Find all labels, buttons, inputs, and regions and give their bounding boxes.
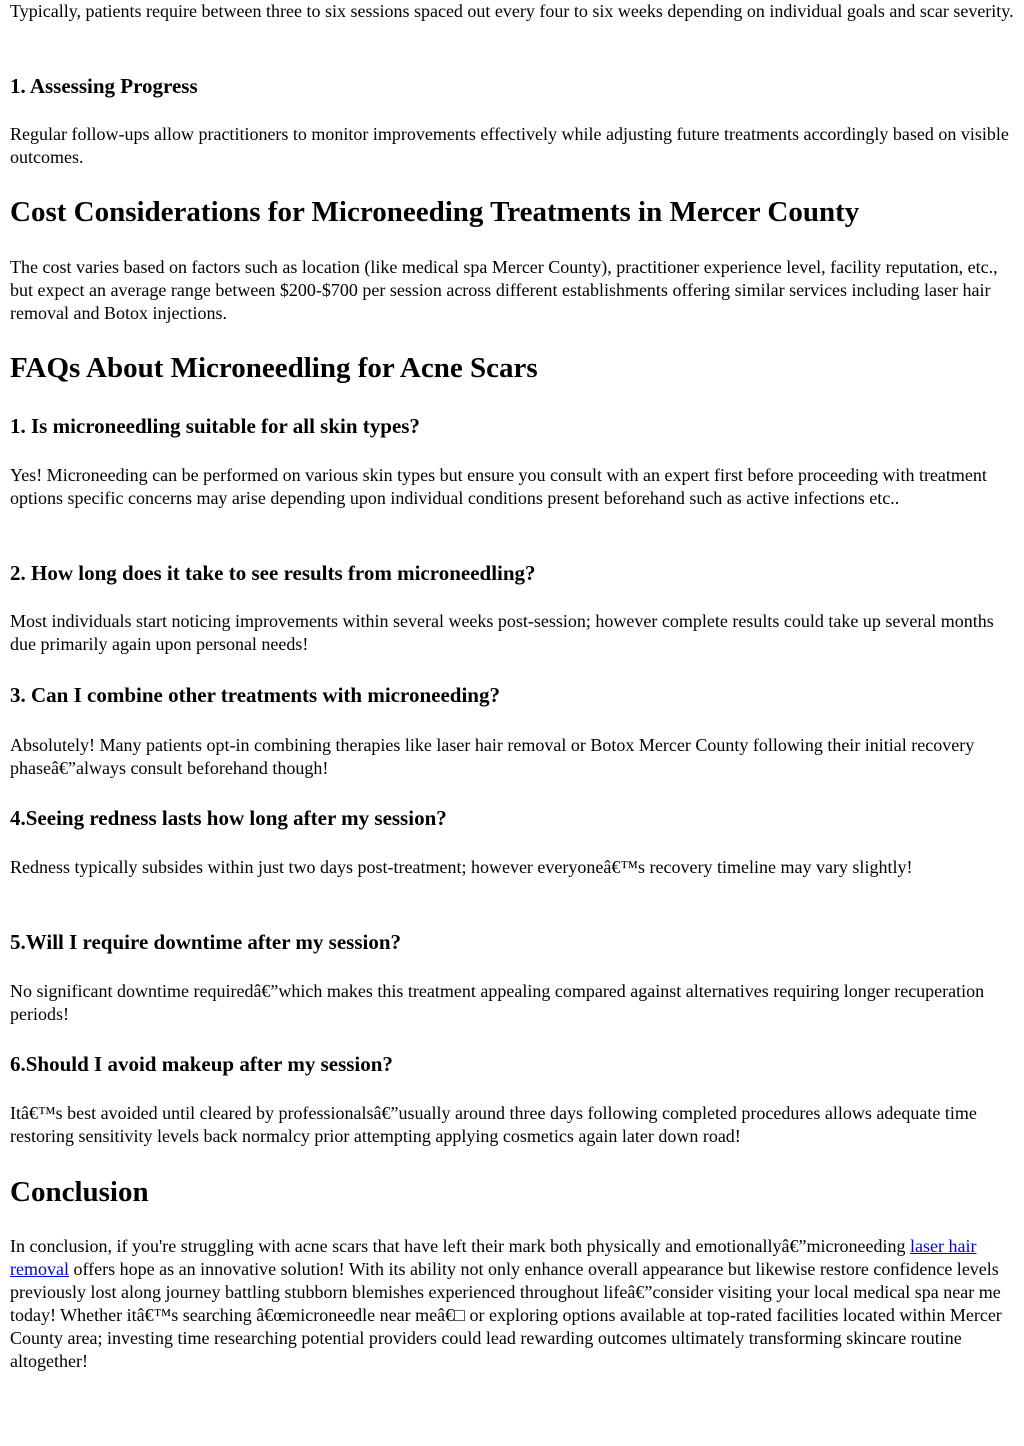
laser-hair-removal-link[interactable]: laser hair removal	[10, 1236, 977, 1279]
faq-answer-6: Itâ€™s best avoided until cleared by professionalsâ€”usually around three days following completed procedures allows adequate time restoring sensitivity levels back normalcy prior attempting applying cosmetics again later down road!	[10, 1103, 977, 1146]
conclusion-paragraph	[10, 1235, 1014, 1373]
faq-question-5: 5.Will I require downtime after my session?	[10, 930, 402, 954]
faq-question-3: 3. Can I combine other treatments with microneeding?	[10, 683, 500, 707]
cost-considerations-heading: Cost Considerations for Microneeding Treatments in Mercer County	[10, 196, 860, 228]
conclusion-heading: Conclusion	[10, 1176, 149, 1208]
faq-question-2: 2. How long does it take to see results from microneedling?	[10, 561, 536, 585]
faq-question-6: 6.Should I avoid makeup after my session?	[10, 1052, 393, 1076]
intro-paragraph: Typically, patients require between three to six sessions spaced out every four to six weeks depending on individual goals and scar severity.	[10, 1, 1014, 21]
conclusion-text-after-link: offers hope as an innovative solution! With its ability not only enhance overall appearance but likewise restore confidence levels previously lost along journey battling stubborn blemishes experienced throughout lifeâ€”consider visiting your local medical spa near me today! Whether itâ€™s searching â€œmicroneedle near meâ€□ or exploring options available at top-rated facilities located within Mercer County area; investing time researching potential providers could lead rewarding outcomes ultimately transforming skincare routine altogether!	[10, 1259, 1002, 1371]
faq-answer-1: Yes! Microneeding can be performed on various skin types but ensure you consult with an expert first before proceeding with treatment options specific concerns may arise depending upon individual conditions present beforehand such as active infections etc..	[10, 465, 987, 508]
faqs-heading: FAQs About Microneedling for Acne Scars	[10, 352, 538, 384]
faq-question-4: 4.Seeing redness lasts how long after my session?	[10, 806, 447, 830]
faq-answer-2: Most individuals start noticing improvements within several weeks post-session; however complete results could take up several months due primarily again upon personal needs!	[10, 611, 994, 654]
cost-considerations-paragraph: The cost varies based on factors such as location (like medical spa Mercer County), practitioner experience level, facility reputation, etc., but expect an average range between $200-$700 per session across different establishments offering similar services including laser hair removal and Botox injections.	[10, 257, 998, 323]
faq-answer-5: No significant downtime requiredâ€”which makes this treatment appealing compared against alternatives requiring longer recuperation periods!	[10, 981, 985, 1024]
conclusion-text-before-link: In conclusion, if you're struggling with acne scars that have left their mark both physically and emotionallyâ€”microneeding	[10, 1236, 910, 1256]
faq-answer-4: Redness typically subsides within just two days post-treatment; however everyoneâ€™s recovery timeline may vary slightly!	[10, 857, 913, 877]
faq-question-1: 1. Is microneedling suitable for all skin types?	[10, 414, 420, 438]
faq-answer-3: Absolutely! Many patients opt-in combining therapies like laser hair removal or Botox Mercer County following their initial recovery phaseâ€”always consult beforehand though!	[10, 735, 975, 778]
assessing-progress-heading: 1. Assessing Progress	[10, 74, 198, 98]
assessing-progress-paragraph: Regular follow-ups allow practitioners to monitor improvements effectively while adjusting future treatments accordingly based on visible outcomes.	[10, 124, 1009, 167]
